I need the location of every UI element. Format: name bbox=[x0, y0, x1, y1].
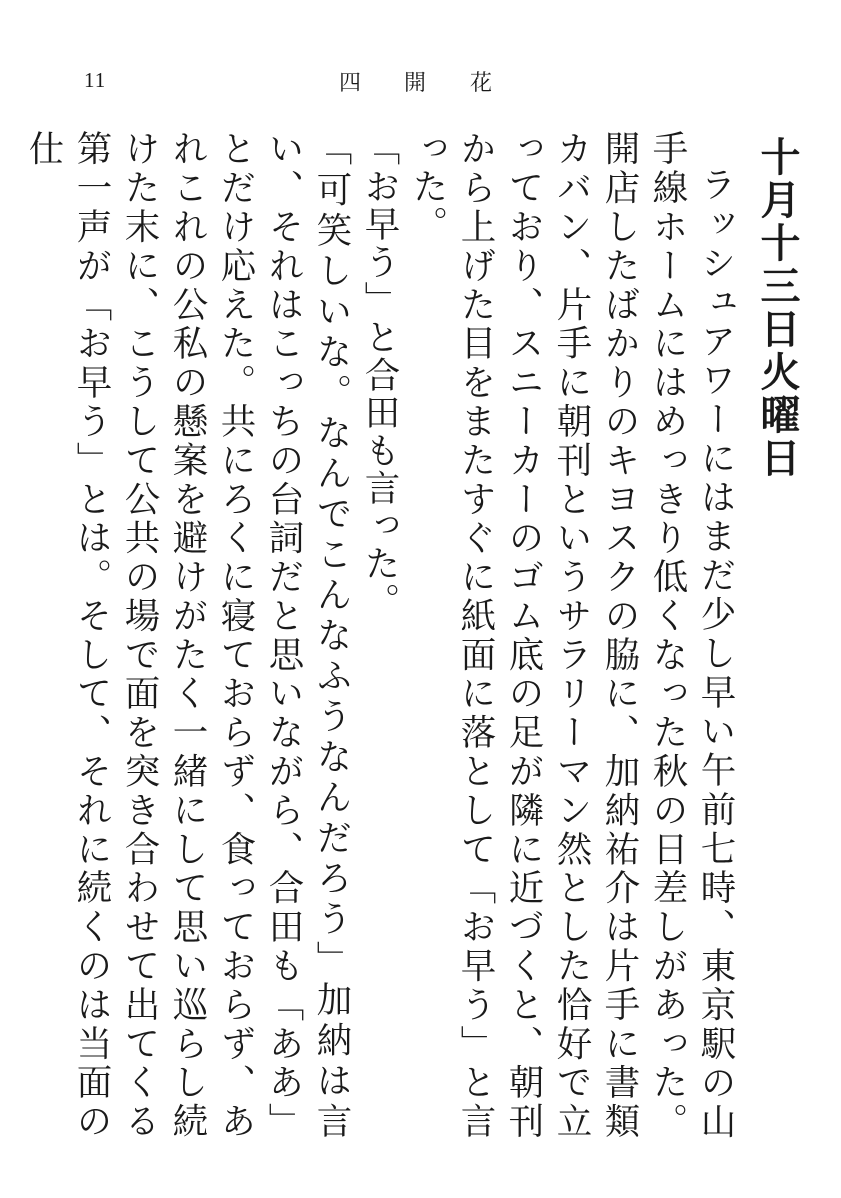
chapter-title: 十月十三日火曜日 bbox=[754, 136, 800, 480]
paragraph-1: ラッシュアワーにはまだ少し早い午前七時、東京駅の山手線ホームにはめっきり低くなった秋の日差しがあった。開店したばかりのキヨスクの脇に、加納祐介は片手に書類カバン、片手に朝刊というサラリーマン然とした恰好で立っており、スニーカーのゴム底の足が隣に近づくと、朝刊から上げた目をまたすぐに紙面に落として「お早う」と言った。 bbox=[407, 130, 736, 1140]
paragraph-3: 「可笑しいな。なんでこんなふうなんだろう」加納は言い、それはこっちの台詞だと思いながら、合田も「ああ」とだけ応えた。共にろくに寝ておらず、食っておらず、あれこれの公私の懸案を避けがたく一緒にして思い巡らし続けた末に、こうして公共の場で面を突き合わせて出てくる第一声が「お早う」とは。そして、それに続くのは当面の仕 bbox=[23, 130, 352, 1140]
running-head-char-1: 四 bbox=[339, 71, 362, 96]
paragraph-2: 「お早う」と合田も言った。 bbox=[359, 130, 400, 621]
running-head-char-2: 開 bbox=[404, 71, 427, 96]
vertical-text-body bbox=[21, 130, 801, 1140]
page-number: 11 bbox=[84, 68, 107, 92]
running-head-char-3: 花 bbox=[470, 71, 493, 96]
